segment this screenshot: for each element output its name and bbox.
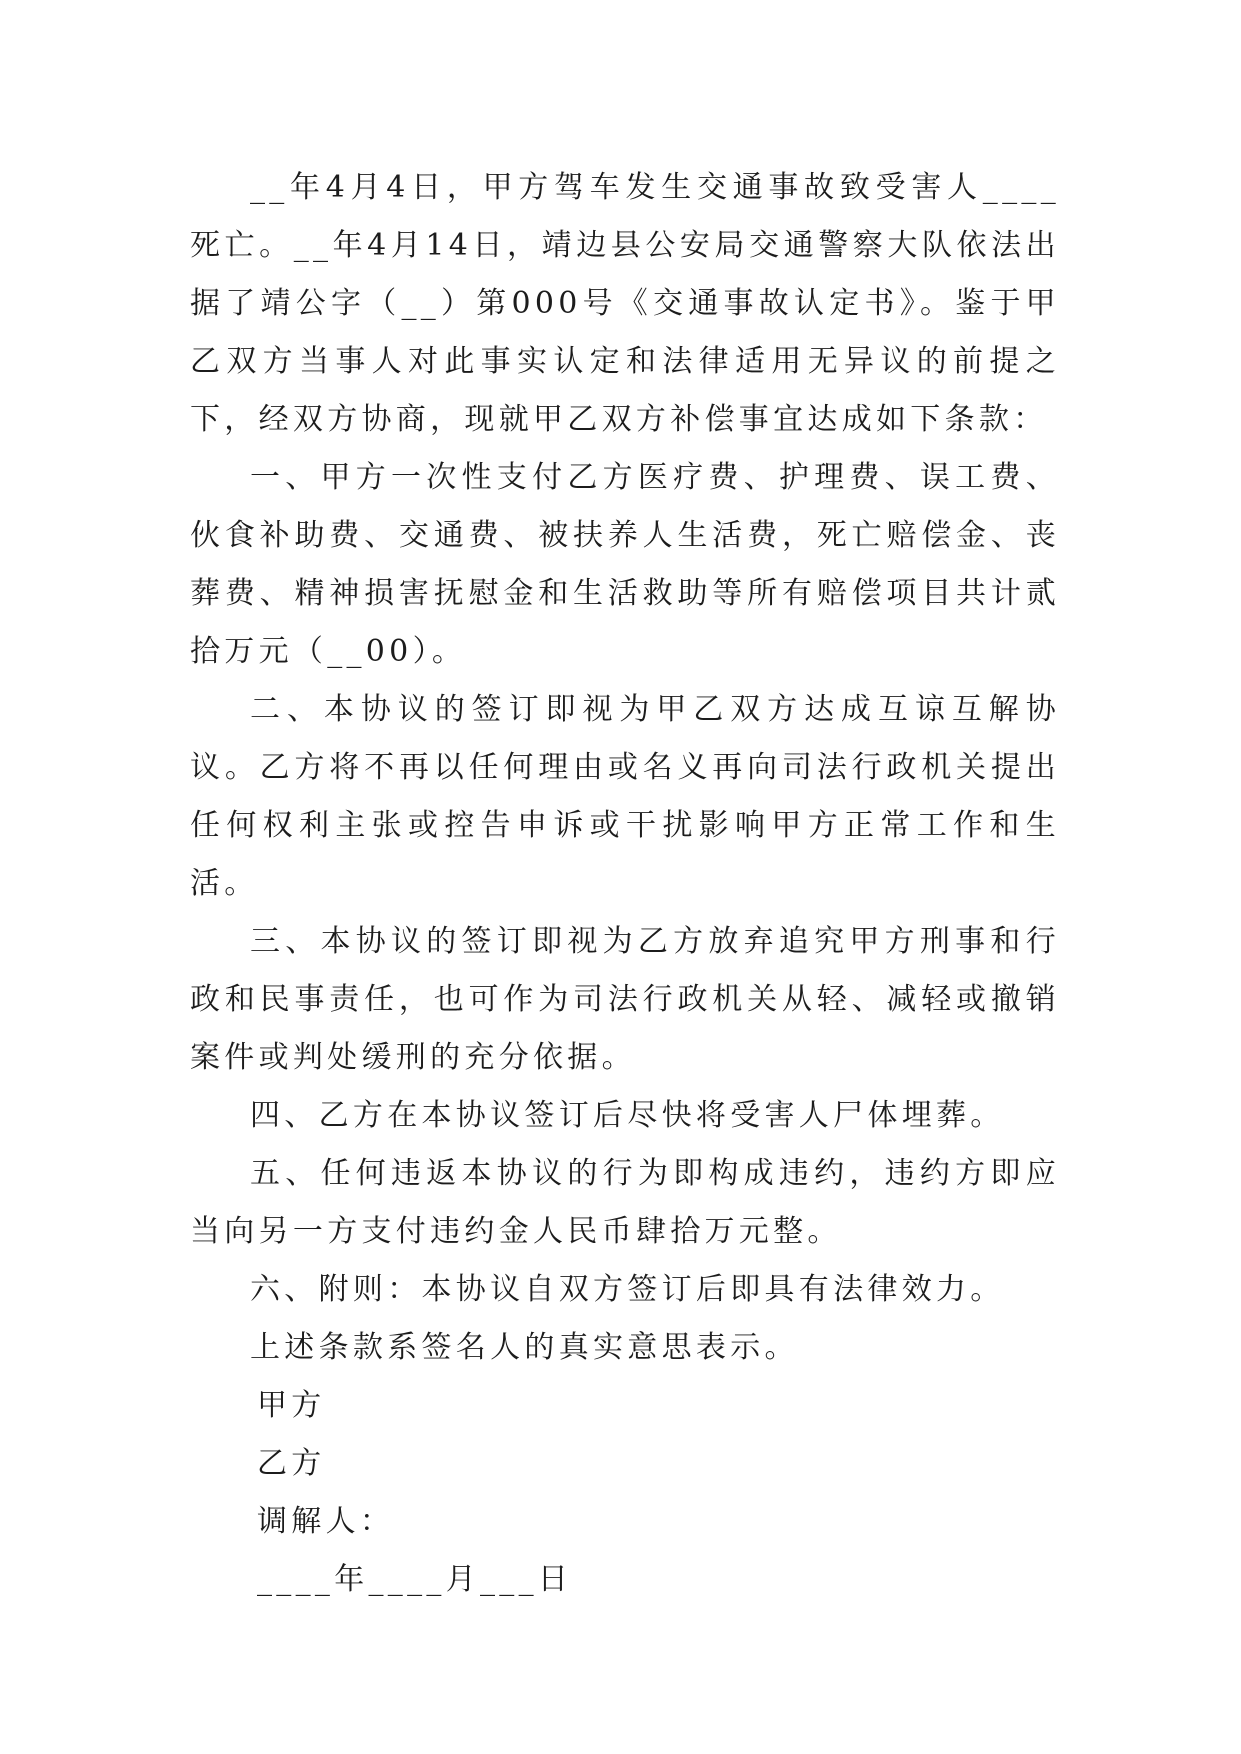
date-line: ____年____月___日 bbox=[257, 1562, 573, 1597]
clause-1: 一、甲方一次性支付乙方医疗费、护理费、误工费、伙食补助费、交通费、被扶养人生活费，死亡赔偿金、丧葬费、精神损害抚慰金和生活救助等所有赔偿项目共计贰拾万元（__00）。 bbox=[190, 460, 1060, 669]
mediator-label: 调解人： bbox=[257, 1504, 395, 1539]
clause-3: 三、本协议的签订即视为乙方放弃追究甲方刑事和行政和民事责任，也可作为司法行政机关从轻、减轻或撤销案件或判处缓刑的充分依据。 bbox=[190, 924, 1060, 1075]
clause-4: 四、乙方在本协议签订后尽快将受害人尸体埋葬。 bbox=[250, 1098, 1005, 1133]
clause-5: 五、任何违返本协议的行为即构成违约，违约方即应当向另一方支付违约金人民币肆拾万元整。 bbox=[190, 1156, 1060, 1249]
party-a-label: 甲方 bbox=[257, 1388, 326, 1423]
party-b-label: 乙方 bbox=[257, 1446, 326, 1481]
intro-paragraph: __年4月4日，甲方驾车发生交通事故致受害人____死亡。__年4月14日，靖边县公安局交通警察大队依法出据了靖公字（__）第000号《交通事故认定书》。鉴于甲乙双方当事人对此事实认定和法律适用无异议的前提之下，经双方协商，现就甲乙双方补偿事宜达成如下条款： bbox=[190, 170, 1060, 437]
agreement-document bbox=[190, 159, 1060, 1609]
declaration-paragraph: 上述条款系签名人的真实意思表示。 bbox=[250, 1330, 799, 1365]
clause-6: 六、附则：本协议自双方签订后即具有法律效力。 bbox=[250, 1272, 1005, 1307]
clause-2: 二、本协议的签订即视为甲乙双方达成互谅互解协议。乙方将不再以任何理由或名义再向司法行政机关提出任何权利主张或控告申诉或干扰影响甲方正常工作和生活。 bbox=[190, 692, 1060, 901]
